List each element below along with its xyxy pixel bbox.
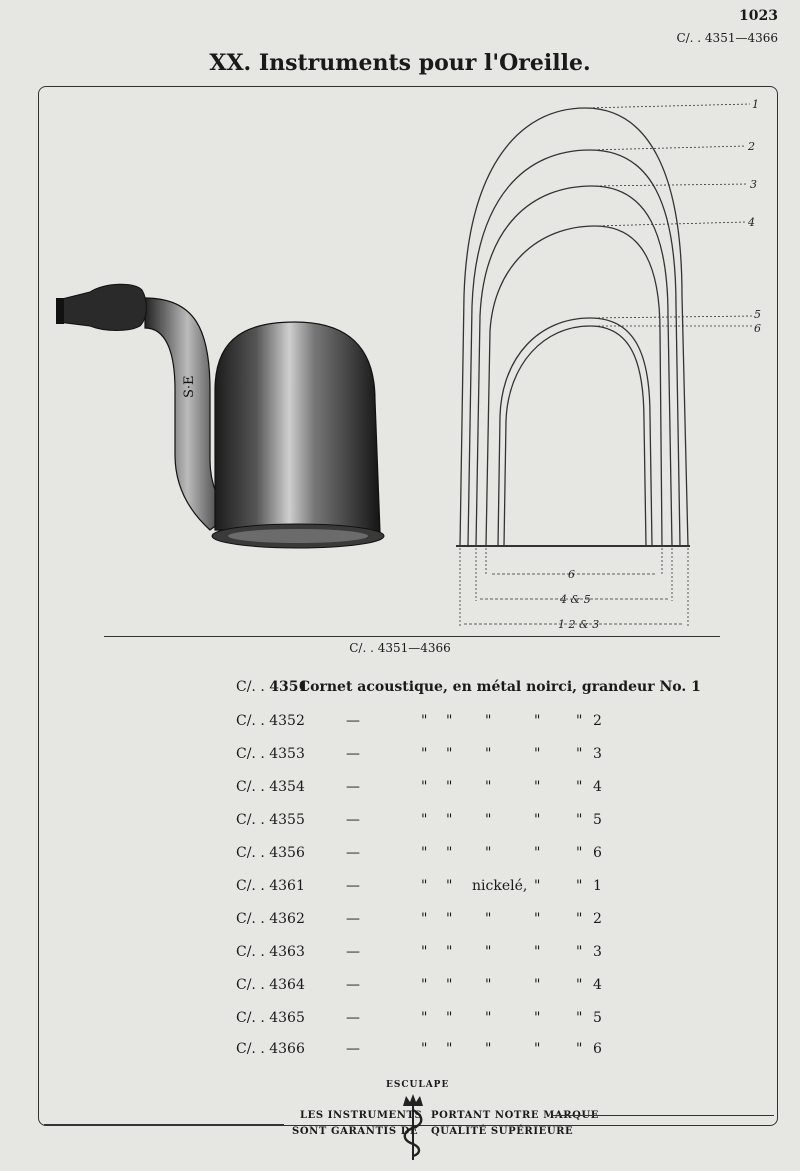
dash-mark: — bbox=[346, 812, 360, 828]
ditto-mark: " bbox=[485, 977, 492, 993]
ditto-mark: " bbox=[446, 944, 453, 960]
svg-text:S·E: S·E bbox=[182, 375, 197, 398]
ditto-mark: " bbox=[485, 1010, 492, 1026]
dimension-label-6: 6 bbox=[568, 568, 575, 581]
size-number: 5 bbox=[593, 1010, 602, 1026]
item-code: C/. . 4355 bbox=[236, 812, 305, 828]
item-code: C/. . 4365 bbox=[236, 1010, 305, 1026]
item-code: C/. . 4353 bbox=[236, 746, 305, 762]
size-number: 3 bbox=[593, 746, 602, 762]
figure-caption: C/. . 4351—4366 bbox=[349, 641, 451, 655]
list-item bbox=[0, 944, 800, 972]
ditto-mark: " bbox=[446, 977, 453, 993]
ditto-mark: " bbox=[576, 812, 583, 828]
ditto-mark: " bbox=[421, 779, 428, 795]
ditto-mark: " bbox=[421, 878, 428, 894]
ditto-mark: " bbox=[534, 944, 541, 960]
ditto-mark: " bbox=[421, 977, 428, 993]
size-number: 3 bbox=[593, 944, 602, 960]
ditto-mark: " bbox=[446, 713, 453, 729]
ditto-mark: " bbox=[576, 944, 583, 960]
item-code: C/. . 4362 bbox=[236, 911, 305, 927]
profile-label-1: 1 bbox=[752, 98, 759, 111]
ditto-mark: " bbox=[446, 845, 453, 861]
footer-line2-left: SONT GARANTIS DE bbox=[292, 1126, 419, 1137]
size-number: 4 bbox=[593, 977, 602, 993]
dash-mark: — bbox=[346, 713, 360, 729]
page-title: XX. Instruments pour l'Oreille. bbox=[209, 50, 591, 76]
ditto-mark: " bbox=[534, 878, 541, 894]
ditto-mark: " bbox=[534, 977, 541, 993]
ditto-mark: " bbox=[485, 812, 492, 828]
ditto-mark: " bbox=[446, 779, 453, 795]
item-code: C/. . 4361 bbox=[236, 878, 305, 894]
dash-mark: — bbox=[346, 746, 360, 762]
size-number: 1 bbox=[593, 878, 602, 894]
ditto-mark: " bbox=[446, 878, 453, 894]
ditto-mark: " bbox=[421, 845, 428, 861]
list-item bbox=[0, 812, 800, 840]
brand-name: ESCULAPE bbox=[386, 1080, 450, 1090]
material-label: nickelé, bbox=[472, 878, 528, 894]
footer-rule-left bbox=[44, 1124, 284, 1125]
list-item bbox=[0, 845, 800, 873]
ditto-mark: " bbox=[421, 1010, 428, 1026]
list-item bbox=[0, 746, 800, 774]
profile-label-3: 3 bbox=[750, 178, 757, 191]
profile-outlines-diagram bbox=[440, 96, 780, 636]
ditto-mark: " bbox=[446, 1010, 453, 1026]
ditto-mark: " bbox=[576, 878, 583, 894]
item-code: C/. . 4351 bbox=[236, 679, 309, 695]
ditto-mark: " bbox=[485, 1041, 492, 1057]
ditto-mark: " bbox=[534, 845, 541, 861]
ditto-mark: " bbox=[421, 1041, 428, 1057]
ditto-mark: " bbox=[446, 812, 453, 828]
ditto-mark: " bbox=[485, 713, 492, 729]
ditto-mark: " bbox=[421, 746, 428, 762]
dash-mark: — bbox=[346, 911, 360, 927]
dash-mark: — bbox=[346, 944, 360, 960]
size-number: 2 bbox=[593, 713, 602, 729]
ditto-mark: " bbox=[421, 944, 428, 960]
item-code: C/. . 4352 bbox=[236, 713, 305, 729]
ditto-mark: " bbox=[576, 713, 583, 729]
list-item bbox=[0, 1041, 800, 1069]
profile-label-6: 6 bbox=[754, 322, 761, 335]
catalog-list bbox=[0, 675, 800, 1055]
size-number: 4 bbox=[593, 779, 602, 795]
item-code: C/. . 4356 bbox=[236, 845, 305, 861]
dimension-label-4-5: 4 & 5 bbox=[560, 593, 591, 606]
list-item bbox=[0, 977, 800, 1005]
ear-trumpet-illustration bbox=[50, 270, 390, 560]
footer-line1-left: LES INSTRUMENTS bbox=[300, 1110, 423, 1121]
ditto-mark: " bbox=[576, 845, 583, 861]
ditto-mark: " bbox=[446, 746, 453, 762]
profile-label-4: 4 bbox=[748, 216, 755, 229]
ditto-mark: " bbox=[421, 713, 428, 729]
ditto-mark: " bbox=[485, 746, 492, 762]
ditto-mark: " bbox=[485, 911, 492, 927]
ditto-mark: " bbox=[446, 1041, 453, 1057]
footer-line2-right: QUALITÉ SUPÉRIEURE bbox=[431, 1126, 574, 1137]
ditto-mark: " bbox=[534, 746, 541, 762]
list-item bbox=[0, 779, 800, 807]
ditto-mark: " bbox=[576, 1041, 583, 1057]
dimension-label-1-2-3: 1 2 & 3 bbox=[558, 618, 600, 631]
ditto-mark: " bbox=[576, 779, 583, 795]
ditto-mark: " bbox=[534, 1041, 541, 1057]
ditto-mark: " bbox=[576, 1010, 583, 1026]
list-item bbox=[0, 679, 800, 707]
item-code: C/. . 4363 bbox=[236, 944, 305, 960]
size-number: 2 bbox=[593, 911, 602, 927]
list-item bbox=[0, 911, 800, 939]
ditto-mark: " bbox=[421, 812, 428, 828]
ditto-mark: " bbox=[485, 944, 492, 960]
item-description: Cornet acoustique, en métal noirci, grandeur No. 1 bbox=[299, 679, 701, 695]
list-item bbox=[0, 1010, 800, 1038]
list-item bbox=[0, 878, 800, 906]
caption-rule bbox=[104, 636, 720, 637]
dash-mark: — bbox=[346, 845, 360, 861]
ditto-mark: " bbox=[446, 911, 453, 927]
profile-label-2: 2 bbox=[748, 140, 755, 153]
ditto-mark: " bbox=[534, 1010, 541, 1026]
dash-mark: — bbox=[346, 1041, 360, 1057]
item-code: C/. . 4364 bbox=[236, 977, 305, 993]
page-reference: C/. . 4351—4366 bbox=[676, 31, 778, 45]
dash-mark: — bbox=[346, 878, 360, 894]
size-number: 6 bbox=[593, 845, 602, 861]
size-number: 5 bbox=[593, 812, 602, 828]
list-item bbox=[0, 713, 800, 741]
page-number: 1023 bbox=[739, 8, 778, 24]
footer-line1-right: PORTANT NOTRE MARQUE bbox=[431, 1110, 599, 1121]
ditto-mark: " bbox=[421, 911, 428, 927]
item-code: C/. . 4366 bbox=[236, 1041, 305, 1057]
footer-rule-right bbox=[552, 1115, 774, 1116]
ditto-mark: " bbox=[534, 812, 541, 828]
ditto-mark: " bbox=[576, 977, 583, 993]
ditto-mark: " bbox=[485, 779, 492, 795]
dash-mark: — bbox=[346, 1010, 360, 1026]
ditto-mark: " bbox=[485, 845, 492, 861]
size-number: 6 bbox=[593, 1041, 602, 1057]
ditto-mark: " bbox=[534, 713, 541, 729]
item-code: C/. . 4354 bbox=[236, 779, 305, 795]
ditto-mark: " bbox=[576, 746, 583, 762]
profile-label-5: 5 bbox=[754, 308, 761, 321]
ditto-mark: " bbox=[534, 779, 541, 795]
ditto-mark: " bbox=[534, 911, 541, 927]
dash-mark: — bbox=[346, 977, 360, 993]
dash-mark: — bbox=[346, 779, 360, 795]
ditto-mark: " bbox=[576, 911, 583, 927]
